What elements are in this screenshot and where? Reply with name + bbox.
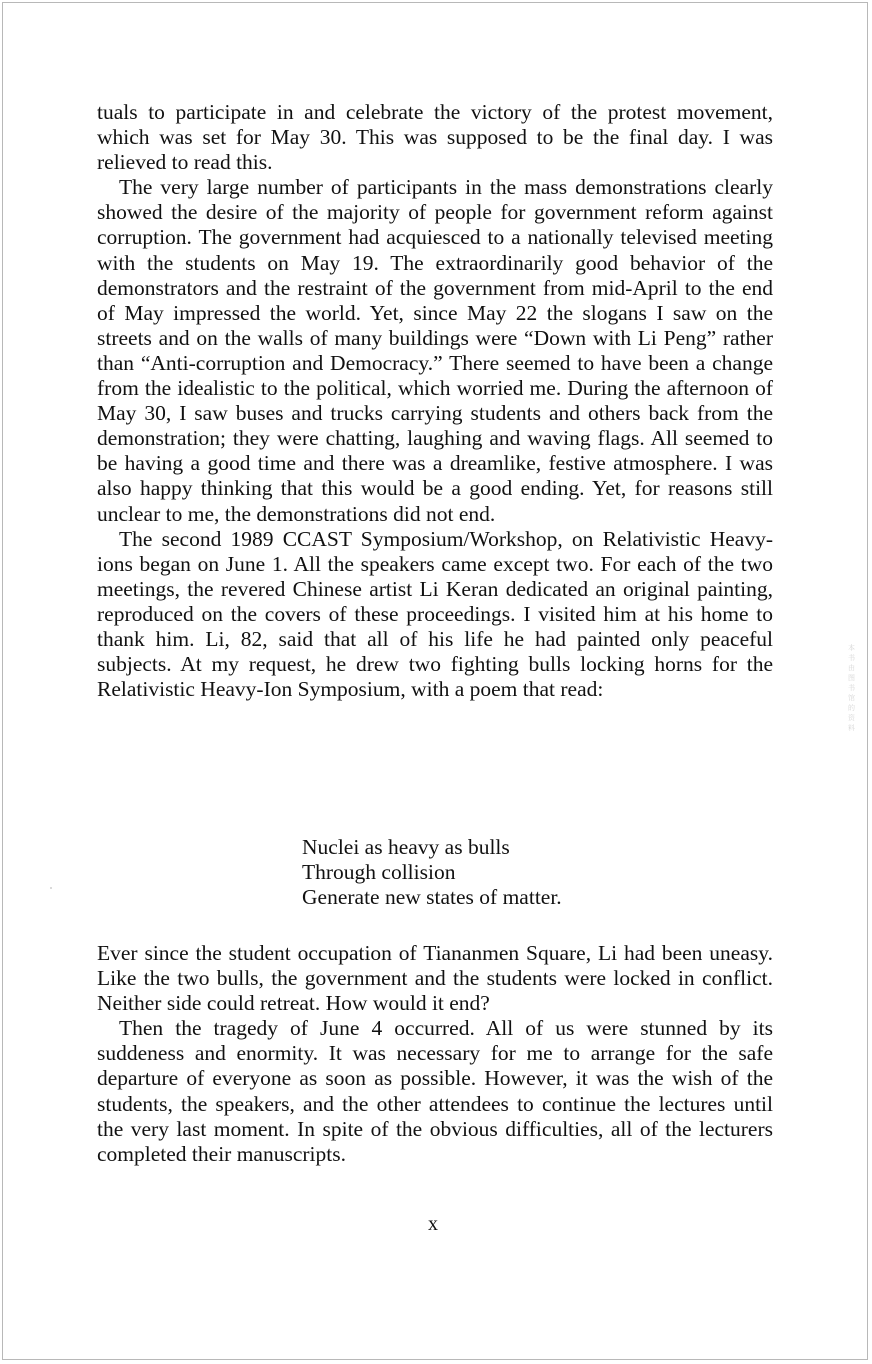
paragraph: tuals to participate in and celebrate the victory of the protest movement, which was set for May 30. This was supposed to be the final day. I was relieved to read this. <box>97 100 773 175</box>
side-watermark: 本书由图书馆的资料 <box>848 644 855 732</box>
poem-line: Through collision <box>302 860 456 884</box>
scan-speck <box>50 887 52 889</box>
paragraph: The second 1989 CCAST Symposium/Workshop, on Relativistic Heavy-ions began on June 1. All the speakers came except two. For each of the two meetings, the revered Chinese artist Li Keran dedicated an original painting, reproduced on the covers of these proceedings. I visited him at his home to thank him. Li, 82, said that all of his life he had painted only peaceful subjects. At my request, he drew two fighting bulls locking horns for the Relativistic Heavy-Ion Symposium, with a poem that read: <box>97 526 773 702</box>
poem-line: Nuclei as heavy as bulls <box>302 835 510 859</box>
paragraph: Then the tragedy of June 4 occurred. All of us were stunned by its suddeness and enormity. It was necessary for me to arrange for the safe departure of everyone as soon as possible. However, it was the wish of the students, the speakers, and the other attendees to continue the lectures until the very last moment. In spite of the obvious difficulties, all of the lecturers completed their manuscripts. <box>97 1016 773 1166</box>
body-text-bottom <box>97 941 773 1167</box>
document-page <box>2 2 868 1360</box>
paragraph: The very large number of participants in the mass demonstrations clearly showed the desire of the majority of people for government reform against corruption. The government had acquiesced to a nationally televised meeting with the students on May 19. The extraordinarily good behavior of the demonstrators and the restraint of the government from mid-April to the end of May impressed the world. Yet, since May 22 the slogans I saw on the streets and on the walls of many buildings were “Down with Li Peng” rather than “Anti-corruption and Democracy.” There seemed to have been a change from the idealistic to the political, which worried me. During the afternoon of May 30, I saw buses and trucks carrying students and others back from the demonstration; they were chatting, laughing and waving flags. All seemed to be having a good time and there was a dreamlike, festive atmosphere. I was also happy thinking that this would be a good ending. Yet, for reasons still unclear to me, the demonstrations did not end. <box>97 175 773 526</box>
poem-line: Generate new states of matter. <box>302 885 562 909</box>
poem-block <box>302 835 562 910</box>
page-number: x <box>428 1213 438 1235</box>
paragraph: Ever since the student occupation of Tiananmen Square, Li had been uneasy. Like the two bulls, the government and the students were locked in conflict. Neither side could retreat. How would it end? <box>97 941 773 1016</box>
body-text-top <box>97 100 773 702</box>
